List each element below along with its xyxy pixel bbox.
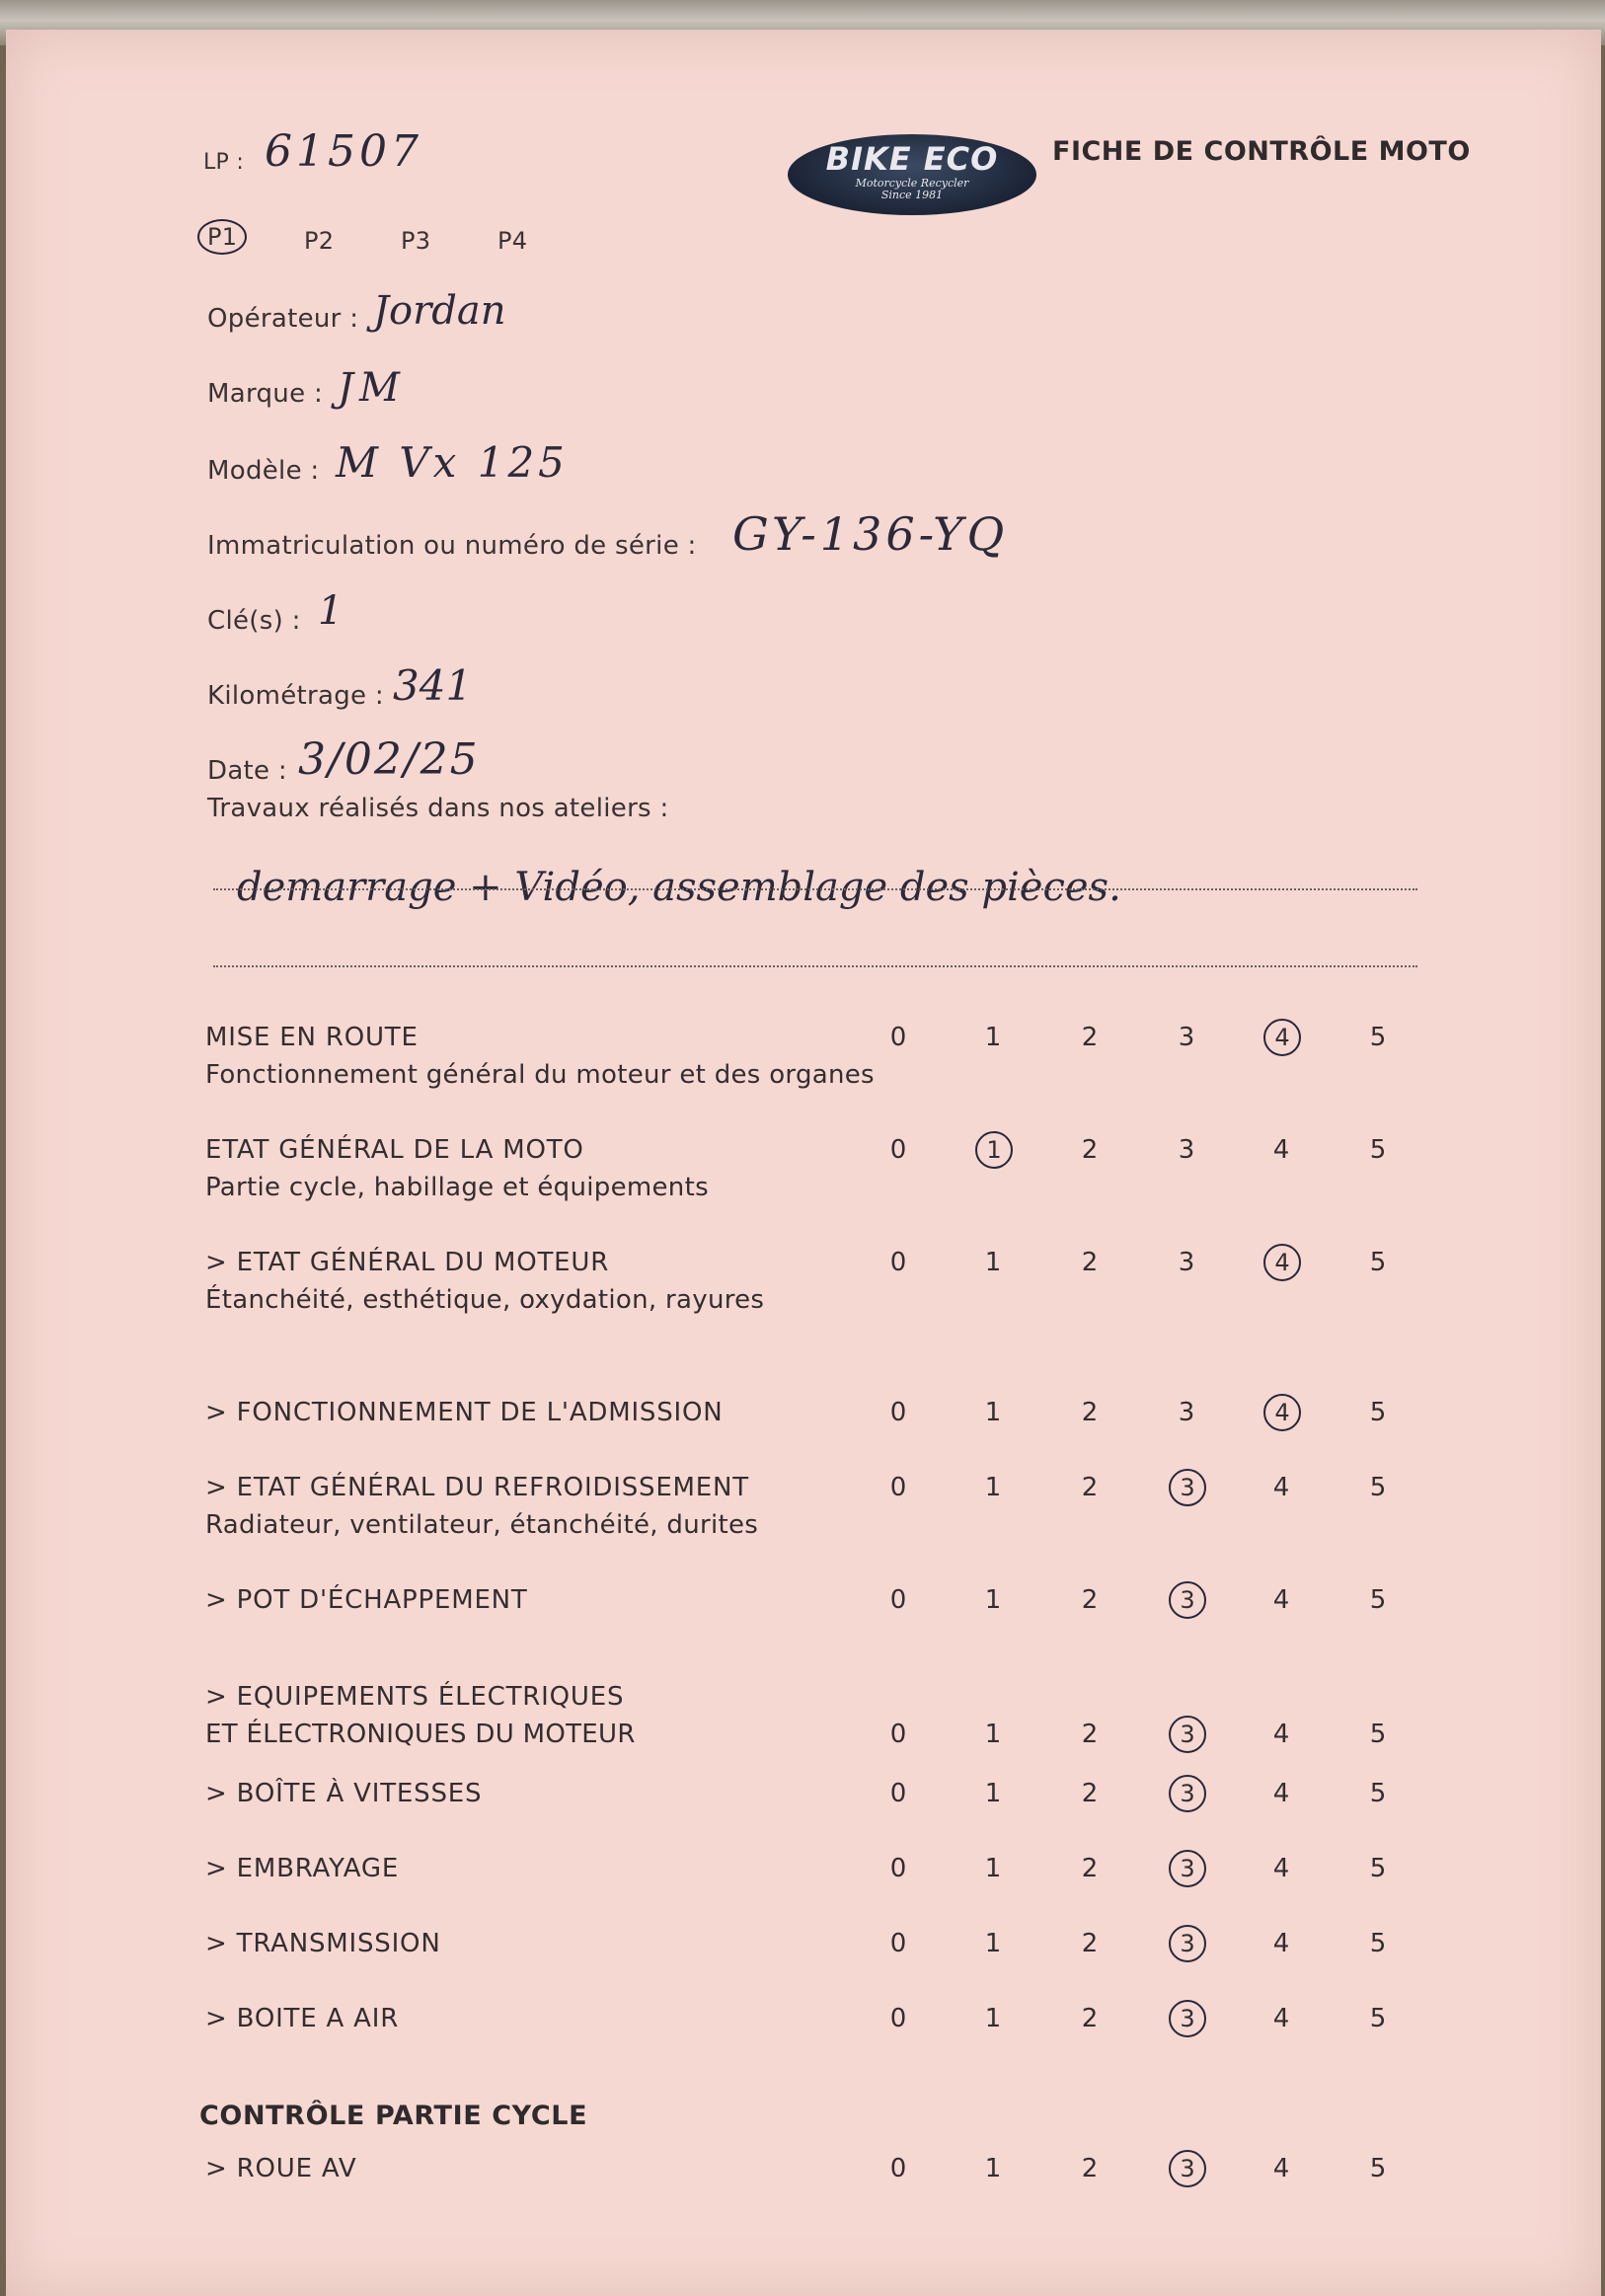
p1-circle-mark: P1 [197,219,247,255]
immat-label: Immatriculation ou numéro de série : [207,531,697,561]
score-option-4[interactable]: 4 [1263,1244,1301,1281]
travaux-label: Travaux réalisés dans nos ateliers : [207,794,669,823]
score-option-0[interactable]: 0 [889,1398,907,1427]
score-option-1[interactable]: 1 [984,1023,1002,1052]
logo-text: BIKE ECO [825,140,999,178]
score-option-5[interactable]: 5 [1369,2004,1387,2033]
score-option-3[interactable]: 3 [1169,1469,1206,1506]
section-title-partie-cycle: CONTRÔLE PARTIE CYCLE [199,2101,588,2131]
score-option-3[interactable]: 3 [1169,1581,1206,1619]
travaux-line-2 [213,965,1417,967]
check-subtitle: ET ÉLECTRONIQUES DU MOTEUR [205,1720,636,1749]
page-option-p3[interactable]: P3 [401,227,431,255]
check-row [6,1585,1601,1664]
score-option-1[interactable]: 1 [984,1473,1002,1502]
score-option-3[interactable]: 3 [1178,1398,1195,1427]
score-option-1[interactable]: 1 [984,1929,1002,1958]
score-option-5[interactable]: 5 [1369,1585,1387,1615]
score-option-2[interactable]: 2 [1081,1398,1099,1427]
score-option-3[interactable]: 3 [1178,1023,1195,1052]
score-option-5[interactable]: 5 [1369,1135,1387,1165]
check-title: > ETAT GÉNÉRAL DU REFROIDISSEMENT [205,1473,749,1502]
km-value[interactable]: 341 [393,661,473,710]
score-option-4[interactable]: 4 [1272,1929,1290,1958]
score-option-1[interactable]: 1 [984,1585,1002,1615]
score-option-3[interactable]: 3 [1169,1716,1206,1753]
bike-eco-logo [788,134,1036,215]
check-title: > TRANSMISSION [205,1929,441,1958]
check-subtitle: Étanchéité, esthétique, oxydation, rayures [205,1285,765,1315]
score-option-0[interactable]: 0 [889,1023,907,1052]
check-row [6,1779,1601,1858]
score-option-5[interactable]: 5 [1369,1023,1387,1052]
score-option-5[interactable]: 5 [1369,2154,1387,2183]
page-option-p1[interactable] [197,223,247,251]
score-option-0[interactable]: 0 [889,1720,907,1749]
score-option-2[interactable]: 2 [1081,2004,1099,2033]
score-option-0[interactable]: 0 [889,1473,907,1502]
score-option-2[interactable]: 2 [1081,1135,1099,1165]
score-option-5[interactable]: 5 [1369,1398,1387,1427]
score-option-2[interactable]: 2 [1081,1585,1099,1615]
score-option-0[interactable]: 0 [889,1135,907,1165]
score-option-3[interactable]: 3 [1178,1248,1195,1277]
score-option-3[interactable]: 3 [1169,2000,1206,2037]
score-option-0[interactable]: 0 [889,1854,907,1883]
score-option-0[interactable]: 0 [889,2154,907,2183]
score-option-1[interactable]: 1 [984,1720,1002,1749]
travaux-line-1 [213,888,1417,890]
score-option-2[interactable]: 2 [1081,1854,1099,1883]
score-option-0[interactable]: 0 [889,1585,907,1615]
cles-label: Clé(s) : [207,606,301,636]
score-option-4[interactable]: 4 [1272,1854,1290,1883]
operateur-label: Opérateur : [207,304,359,334]
score-option-3[interactable]: 3 [1169,1925,1206,1962]
lp-label: LP : [203,150,245,175]
score-option-0[interactable]: 0 [889,1248,907,1277]
travaux-value[interactable]: demarrage + Vidéo, assemblage des pièces. [237,865,1121,910]
score-option-4[interactable]: 4 [1263,1019,1301,1056]
check-title: > EQUIPEMENTS ÉLECTRIQUES [205,1682,625,1712]
check-title: > EMBRAYAGE [205,1854,400,1883]
score-option-1[interactable]: 1 [984,2154,1002,2183]
check-row [6,1398,1601,1477]
check-subtitle: Fonctionnement général du moteur et des organes [205,1060,875,1090]
score-option-3[interactable]: 3 [1169,1850,1206,1887]
immat-value[interactable]: GY-136-YQ [732,507,1009,561]
score-option-2[interactable]: 2 [1081,1929,1099,1958]
modele-label: Modèle : [207,456,320,486]
score-option-4[interactable]: 4 [1272,1720,1290,1749]
check-row [6,1248,1601,1327]
score-option-1[interactable]: 1 [984,1398,1002,1427]
marque-value[interactable]: JM [338,365,406,411]
score-option-5[interactable]: 5 [1369,1720,1387,1749]
score-option-0[interactable]: 0 [889,1929,907,1958]
score-option-2[interactable]: 2 [1081,2154,1099,2183]
cles-value[interactable]: 1 [318,588,344,634]
score-option-1[interactable]: 1 [984,1779,1002,1808]
check-subtitle: Radiateur, ventilateur, étanchéité, durites [205,1510,759,1540]
page-option-p4[interactable]: P4 [497,227,528,255]
score-option-2[interactable]: 2 [1081,1248,1099,1277]
check-row [6,1929,1601,2008]
marque-label: Marque : [207,379,324,409]
score-option-5[interactable]: 5 [1369,1779,1387,1808]
check-row [6,1135,1601,1214]
operateur-value[interactable]: Jordan [373,288,506,334]
score-option-4[interactable]: 4 [1272,2154,1290,2183]
score-option-1[interactable]: 1 [975,1131,1013,1169]
check-title: > POT D'ÉCHAPPEMENT [205,1585,528,1615]
logo-sub1: Motorcycle Recycler [855,177,969,190]
check-title: > BOITE A AIR [205,2004,400,2033]
km-label: Kilométrage : [207,681,384,711]
score-option-2[interactable]: 2 [1081,1720,1099,1749]
score-option-3[interactable]: 3 [1169,1775,1206,1812]
check-row [6,1023,1601,1102]
check-row [6,2004,1601,2083]
score-option-1[interactable]: 1 [984,1854,1002,1883]
check-row [6,1473,1601,1552]
score-option-2[interactable]: 2 [1081,1473,1099,1502]
check-title: > ETAT GÉNÉRAL DU MOTEUR [205,1248,610,1277]
page-option-p2[interactable]: P2 [304,227,335,255]
score-option-2[interactable]: 2 [1081,1023,1099,1052]
lp-value: 61507 [265,126,422,177]
score-option-4[interactable]: 4 [1272,1473,1290,1502]
check-title: > FONCTIONNEMENT DE L'ADMISSION [205,1398,724,1427]
modele-value[interactable]: M Vx 125 [336,438,569,487]
score-option-3[interactable]: 3 [1169,2150,1206,2187]
score-option-1[interactable]: 1 [984,2004,1002,2033]
score-option-4[interactable]: 4 [1272,1585,1290,1615]
check-title: > BOÎTE À VITESSES [205,1779,483,1808]
score-option-1[interactable]: 1 [984,1248,1002,1277]
check-row [6,2154,1601,2233]
check-subtitle: Partie cycle, habillage et équipements [205,1173,709,1202]
score-option-4[interactable]: 4 [1272,2004,1290,2033]
check-row [6,1854,1601,1933]
check-row [6,1682,1601,1761]
date-value[interactable]: 3/02/25 [298,734,480,785]
score-option-4[interactable]: 4 [1272,1135,1290,1165]
check-title: MISE EN ROUTE [205,1023,419,1052]
score-option-0[interactable]: 0 [889,1779,907,1808]
score-option-5[interactable]: 5 [1369,1854,1387,1883]
score-option-5[interactable]: 5 [1369,1248,1387,1277]
score-option-3[interactable]: 3 [1178,1135,1195,1165]
form-title: FICHE DE CONTRÔLE MOTO [1052,136,1471,167]
score-option-5[interactable]: 5 [1369,1473,1387,1502]
score-option-4[interactable]: 4 [1263,1394,1301,1431]
check-title: > ROUE AV [205,2154,357,2183]
logo-sub2: Since 1981 [880,189,944,201]
score-option-2[interactable]: 2 [1081,1779,1099,1808]
score-option-5[interactable]: 5 [1369,1929,1387,1958]
score-option-4[interactable]: 4 [1272,1779,1290,1808]
score-option-0[interactable]: 0 [889,2004,907,2033]
check-title: ETAT GÉNÉRAL DE LA MOTO [205,1135,584,1165]
control-sheet [6,30,1601,2296]
date-label: Date : [207,756,287,786]
